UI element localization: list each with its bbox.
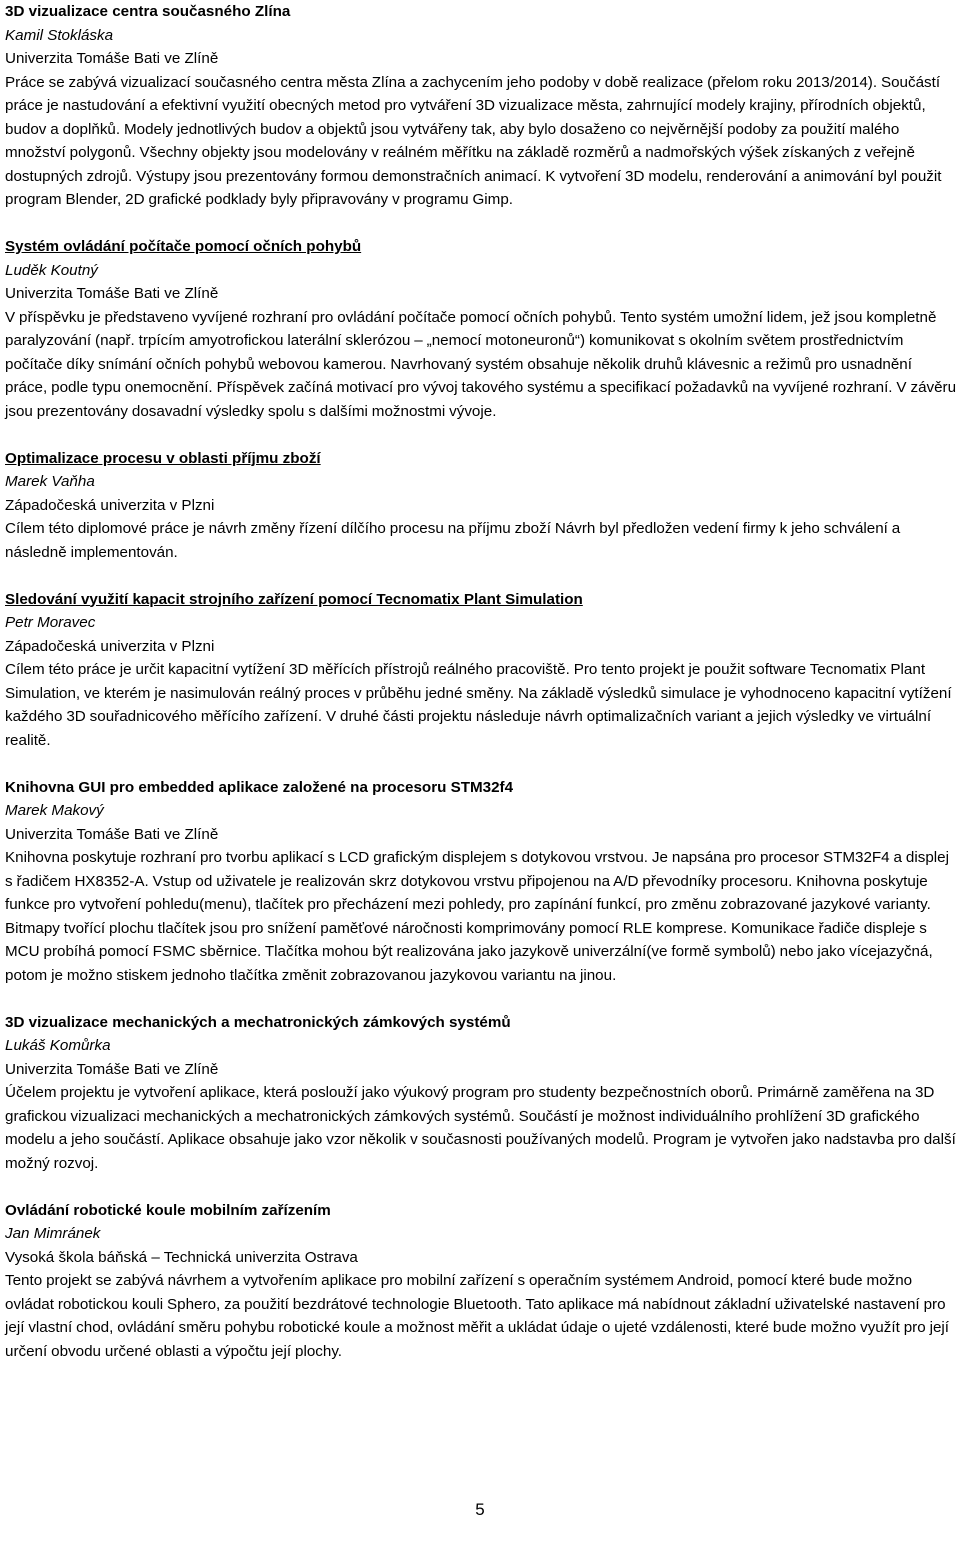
entry-abstract: Knihovna poskytuje rozhraní pro tvorbu aplikací s LCD grafickým displejem s dotykovou vrstvou. Je napsána pro procesor STM32F4 a displej s řadičem HX8352-A. Vstup od uživatele je realizován skrz dotykovou vrstvu připojenou na A/D převodníky procesoru. Knihovna poskytuje funkce pro vytvoření pohledu(menu), tlačítek pro přecházení mezi pohledy, pro zapínání funkcí, pro změnu zobrazované jazykové varianty. Bitmapy tvořící plochu tlačítek jsou pro snížení paměťové náročnosti komprimovány pomocí RLE komprese. Komunikace řadiče displeje s MCU probíhá pomocí FSMC sběrnice. Tlačítka mohou být realizována jako jazykově univerzální(ve formě symbolů) nebo jako vícejazyčná, potom je možno stiskem jednoho tlačítka změnit zobrazovanou jazykovou variantu na jinou. bbox=[5, 849, 949, 984]
entry-university: Univerzita Tomáše Bati ve Zlíně bbox=[5, 1060, 219, 1078]
entry-university: Západočeská univerzita v Plzni bbox=[5, 496, 215, 514]
entry-title: Optimalizace procesu v oblasti příjmu zboží bbox=[5, 449, 321, 467]
entry-title: 3D vizualizace mechanických a mechatronických zámkových systémů bbox=[5, 1013, 511, 1031]
entry-author: Marek Makový bbox=[5, 802, 104, 819]
entry-3d-zlin bbox=[5, 0, 957, 212]
entry-abstract: Cílem této diplomové práce je návrh změny řízení dílčího procesu na příjmu zboží Návrh byl předložen vedení firmy k jeho schválení a následně implementován. bbox=[5, 520, 901, 561]
entry-abstract: Účelem projektu je vytvoření aplikace, která poslouží jako výukový program pro studenty bezpečnostních oborů. Primárně zaměřena na 3D grafickou vizualizaci mechanických a mechatronických zámkových systémů. Součástí je možnost individuálního prohlížení 3D grafického modelu a jeho součástí. Aplikace obsahuje jako vzor několik v současnosti používaných modelů. Program je vytvořen jako nadstavba pro další možný rozvoj. bbox=[5, 1084, 956, 1172]
entry-abstract: Práce se zabývá vizualizací současného centra města Zlína a zachycením jeho podoby v době realizace (přelom roku 2013/2014). Součástí práce je nastudování a efektivní využití obecných metod pro vytváření 3D vizualizace města, zahrnující modely krajiny, přírodních objektů, budov a doplňků. Modely jednotlivých budov a objektů jsou vytvářeny tak, aby bylo dosaženo co nejvěrnější podoby za použití malého množství polygonů. Všechny objekty jsou modelovány v reálném měřítku na základě rozměrů a nadmořských výšek získaných z veřejně dostupných zdrojů. Výstupy jsou prezentovány formou demonstračních animací. K vytvoření 3D modelu, renderování a animování byl použit program Blender, 2D grafické podklady byly připravovány v programu Gimp. bbox=[5, 73, 942, 208]
entry-title: Sledování využití kapacit strojního zařízení pomocí Tecnomatix Plant Simulation bbox=[5, 590, 583, 608]
entry-gui-library bbox=[5, 776, 957, 988]
entry-goods-receipt bbox=[5, 447, 957, 565]
entry-author: Kamil Stokláska bbox=[5, 26, 114, 44]
entry-abstract: V příspěvku je představeno vyvíjené rozhraní pro ovládání počítače pomocí očních pohybů. Tento systém umožní lidem, jež jsou kompletně paralyzování (např. trpícím amyotrofickou laterální sklerózou – „nemocí motoneuronů“) komunikovat s okolním světem prostřednictvím počítače díky snímání očních pohybů webovou kamerou. Navrhovaný systém obsahuje několik druhů klávesnic a režimů pro usnadnění práce, podle typu onemocnění. Příspěvek začíná motivací pro vývoj takového systému a specifikací požadavků na vyvíjené rozhraní. V závěru jsou prezentovány dosavadní výsledky spolu s dalšími možnostmi vývoje. bbox=[5, 308, 957, 420]
entry-title: Ovládání robotické koule mobilním zařízením bbox=[5, 1201, 331, 1219]
entry-plant-simulation bbox=[5, 588, 957, 753]
entry-university: Univerzita Tomáše Bati ve Zlíně bbox=[5, 50, 219, 67]
entry-author: Luděk Koutný bbox=[5, 261, 98, 279]
entry-robotic-ball bbox=[5, 1199, 957, 1364]
entry-university: Univerzita Tomáše Bati ve Zlíně bbox=[5, 825, 219, 843]
entry-author: Jan Mimránek bbox=[5, 1225, 101, 1242]
entry-eye-control bbox=[5, 235, 957, 423]
entry-abstract: Tento projekt se zabývá návrhem a vytvořením aplikace pro mobilní zařízení s operačním systémem Android, pomocí které bude možno ovládat robotickou kouli Sphero, za použití bezdrátové technologie Bluetooth. Tato aplikace má nabídnout základní uživatelské nastavení pro její vlastní chod, ovládání směru pohybu robotické koule a možnost měřit a ukládat údaje o ujeté vzdálenosti, které bude možno využít pro její určení obvodu určené oblasti a výpočtu její plochy. bbox=[5, 1272, 949, 1360]
entry-lock-systems bbox=[5, 1011, 957, 1176]
entry-university: Západočeská univerzita v Plzni bbox=[5, 637, 215, 655]
entry-author: Petr Moravec bbox=[5, 614, 96, 631]
entry-title: 3D vizualizace centra současného Zlína bbox=[5, 3, 291, 20]
entry-author: Lukáš Komůrka bbox=[5, 1037, 111, 1054]
entry-university: Vysoká škola báňská – Technická univerzita Ostrava bbox=[5, 1248, 358, 1266]
entry-title: Systém ovládání počítače pomocí očních pohybů bbox=[5, 238, 362, 255]
document-page bbox=[5, 0, 957, 1363]
page-number: 5 bbox=[475, 1500, 485, 1519]
entry-university: Univerzita Tomáše Bati ve Zlíně bbox=[5, 285, 219, 302]
entry-abstract: Cílem této práce je určit kapacitní vytížení 3D měřících přístrojů reálného pracoviště. Pro tento projekt je použit software Tecnomatix Plant Simulation, ve kterém je nasimulován reálný proces v průběhu jedné směny. Na základě výsledků simulace je vyhodnoceno kapacitní vytížení každého 3D souřadnicového měřícího zařízení. V druhé části projektu následuje návrh optimalizačních variant a jejich výsledky ve virtuální realitě. bbox=[5, 661, 952, 749]
entry-author: Marek Vaňha bbox=[5, 473, 95, 490]
entry-title: Knihovna GUI pro embedded aplikace založené na procesoru STM32f4 bbox=[5, 778, 514, 796]
